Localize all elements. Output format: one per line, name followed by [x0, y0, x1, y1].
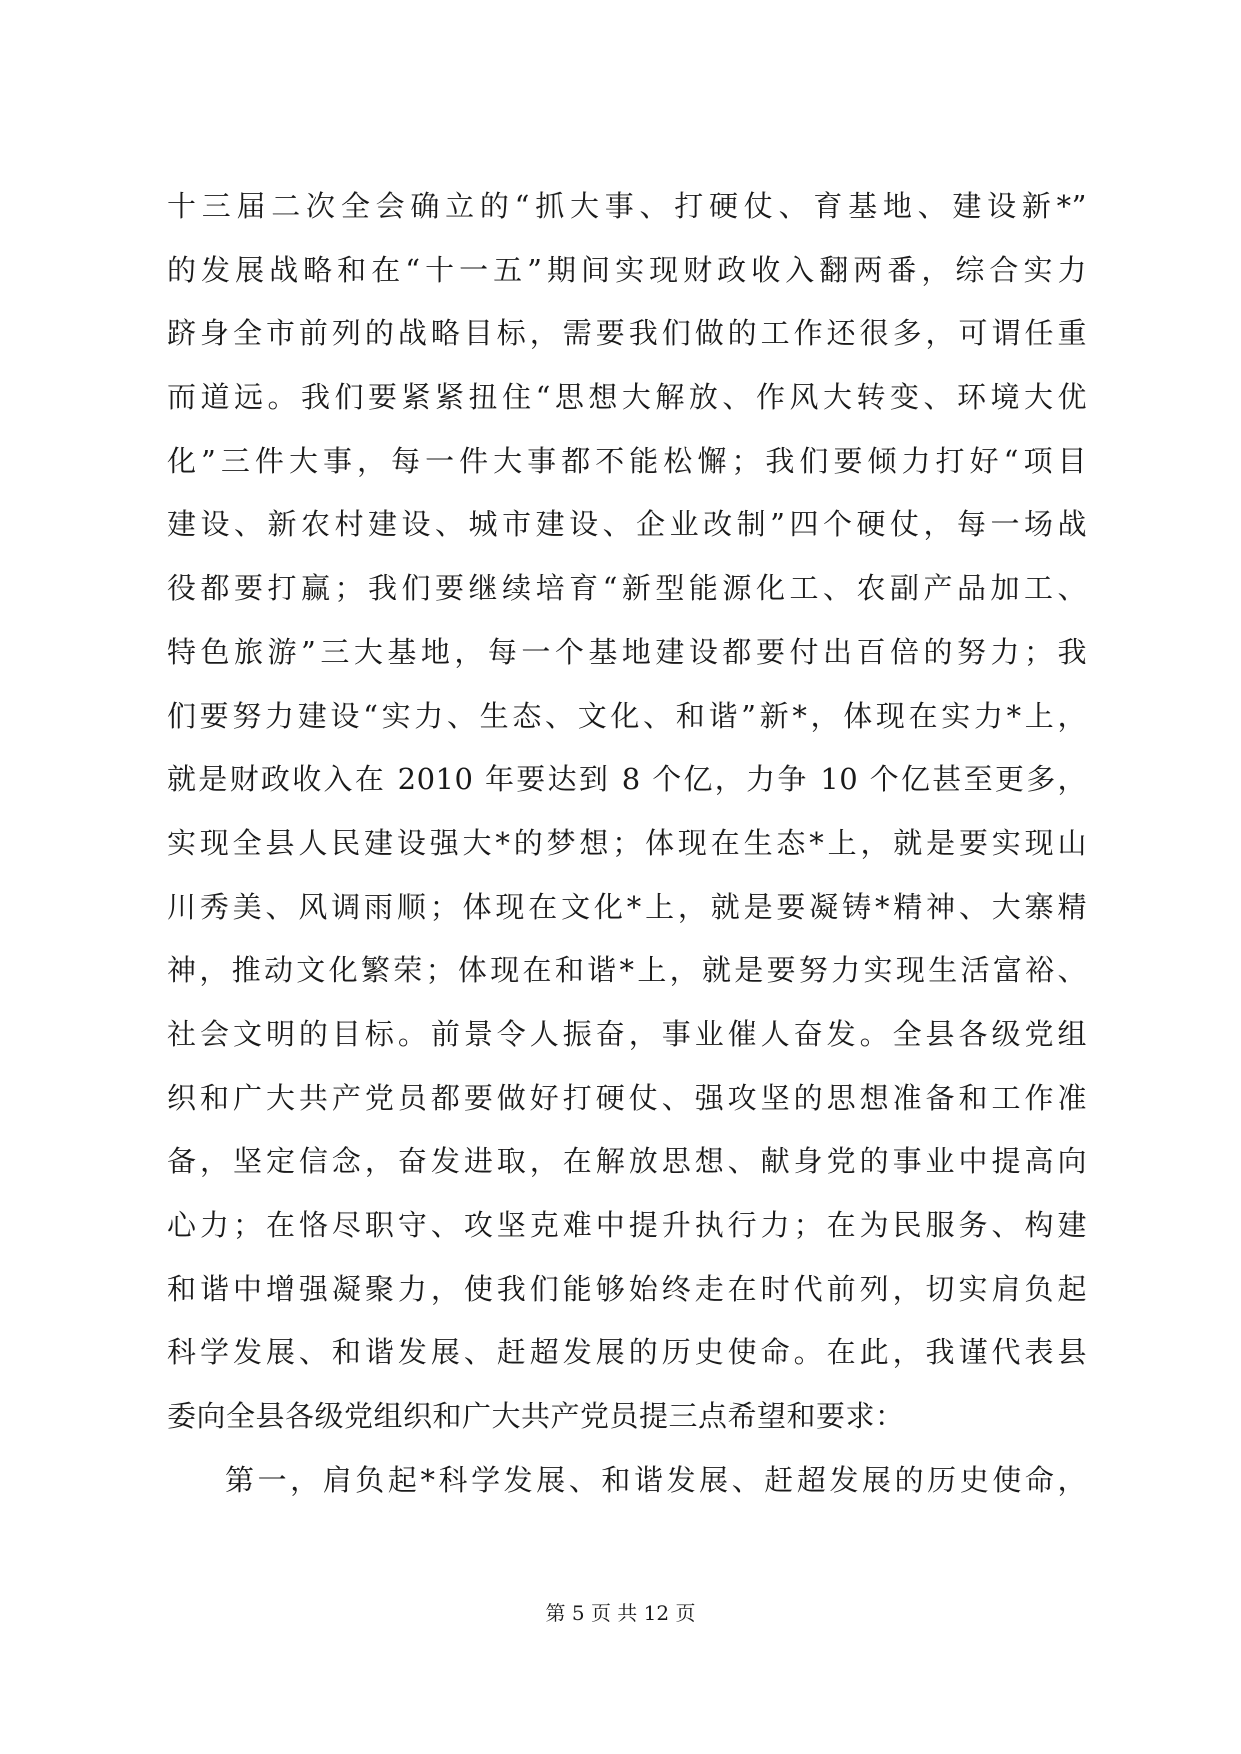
text-line: 就是财政收入在 2010 年要达到 8 个亿，力争 10 个亿甚至更多，: [167, 762, 1087, 797]
text-line: 科学发展、和谐发展、赶超发展的历史使命。在此，我谨代表县: [167, 1335, 1087, 1370]
text-line: 织和广大共产党员都要做好打硬仗、强攻坚的思想准备和工作准: [167, 1080, 1087, 1115]
page-footer: 第 5 页 共 12 页: [545, 1601, 696, 1625]
text-line: 的发展战略和在“十一五”期间实现财政收入翻两番，综合实力: [167, 252, 1087, 287]
text-line: 备，坚定信念，奋发进取，在解放思想、献身党的事业中提高向: [167, 1144, 1087, 1179]
text-line: 社会文明的目标。前景令人振奋，事业催人奋发。全县各级党组: [167, 1016, 1087, 1051]
body-text: [167, 175, 1087, 1512]
paragraph-first-line: 第一，肩负起*科学发展、和谐发展、赶超发展的历史使命，: [225, 1462, 1087, 1497]
text-line: 心力；在恪尽职守、攻坚克难中提升执行力；在为民服务、构建: [167, 1208, 1087, 1242]
text-line: 委向全县各级党组织和广大共产党员提三点希望和要求：: [167, 1399, 905, 1434]
text-line: 神，推动文化繁荣；体现在和谐*上，就是要努力实现生活富裕、: [167, 953, 1087, 988]
text-line: 而道远。我们要紧紧扭住“思想大解放、作风大转变、环境大优: [167, 380, 1087, 415]
text-line: 十三届二次全会确立的“抓大事、打硬仗、育基地、建设新*”: [167, 189, 1087, 223]
text-line: 役都要打赢；我们要继续培育“新型能源化工、农副产品加工、: [167, 571, 1087, 606]
text-line: 川秀美、风调雨顺；体现在文化*上，就是要凝铸*精神、大寨精: [167, 889, 1087, 924]
text-line: 化”三件大事，每一件大事都不能松懈；我们要倾力打好“项目: [167, 443, 1087, 478]
text-line: 跻身全市前列的战略目标，需要我们做的工作还很多，可谓任重: [167, 316, 1087, 351]
text-line: 们要努力建设“实力、生态、文化、和谐”新*，体现在实力*上，: [167, 698, 1087, 733]
text-line: 实现全县人民建设强大*的梦想；体现在生态*上，就是要实现山: [167, 825, 1087, 860]
text-line: 建设、新农村建设、城市建设、企业改制”四个硬仗，每一场战: [167, 507, 1087, 542]
text-line: 和谐中增强凝聚力，使我们能够始终走在时代前列，切实肩负起: [167, 1271, 1087, 1306]
text-line: 特色旅游”三大基地，每一个基地建设都要付出百倍的努力；我: [167, 634, 1087, 669]
